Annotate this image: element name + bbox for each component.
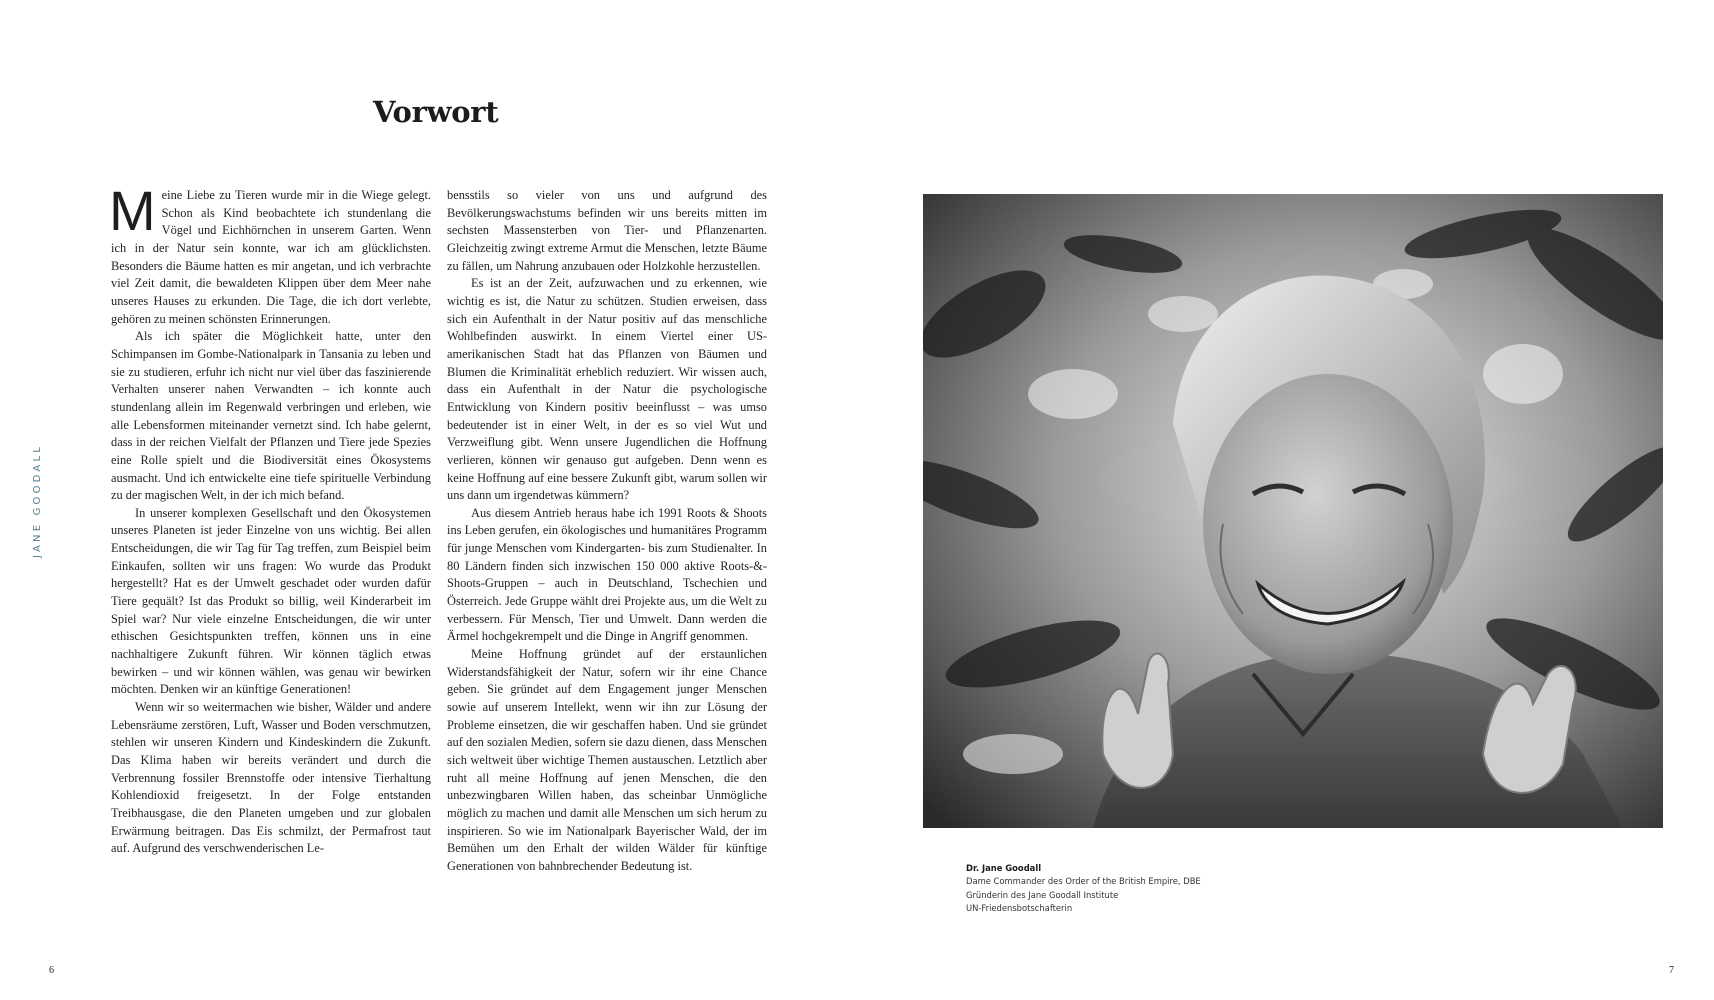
paragraph: Meine Hoffnung gründet auf der erstaunlichen Widerstandsfähigkeit der Natur, sofern wir ihr eine Chance geben. Sie gründet auf dem Engagement junger Menschen sowie auf unserem Intellekt, wenn wir ihn zur Lösung der Probleme einsetzen, die wir geschaffen haben. Und sie gründet auf den sozialen Medien, sofern sie dazu dienen, dass Menschen sich weltweit über wichtige Themen austauschen. Letztlich aber ruht all meine Hoffnung auf jenen Menschen, die den unbezwingbaren Willen haben, das scheinbar Unmögliche möglich zu machen und damit alle Menschen um sich herum zu inspirieren. So wie im Nationalpark Bayerischer Wald, der im Bemühen um den Erhalt der wilden Wälder für künftige Generationen von bahnbrechender Bedeutung ist. (447, 647, 767, 873)
text-column-right (447, 187, 767, 876)
page-title: Vorwort (373, 95, 499, 129)
paragraph: Wenn wir so weitermachen wie bisher, Wälder und andere Lebensräume zerstören, Luft, Wasser und Boden verschmutzen, stehlen wir unseren Kindern und Kindeskindern die Zukunft. Das Klima haben wir bereits verändert und durch die Verbrennung fossiler Brennstoffe oder intensive Tierhaltung Kohlendioxid freigesetzt. In der Folge entstanden Treibhausgase, die den Planeten umgeben und zur globalen Erwärmung beitragen. Das Eis schmilzt, der Permafrost taut auf. Aufgrund des verschwenderischen Le- (111, 700, 431, 856)
drop-cap: M (109, 179, 156, 242)
paragraph-text: eine Liebe zu Tieren wurde mir in die Wiege gelegt. Schon als Kind beobachtete ich stundenlang die Vögel und Eichhörnchen in unserem Garten. Wenn ich in der Natur sein konnte, war ich am glücklichsten. Besonders die Bäume hatten es mir angetan, und ich verbrachte viel Zeit damit, die bewaldeten Klippen über dem Meer nahe unseres Hauses zu erkunden. Die Tage, die ich dort verlebte, gehören zu meinen schönsten Erinnerungen. (111, 188, 431, 326)
caption-line: Gründerin des Jane Goodall Institute (966, 889, 1119, 900)
text-column-left (109, 179, 431, 858)
continued-paragraph: bensstils so vieler von uns und aufgrund des Bevölkerungswachstums befinden wir uns bereits mitten im sechsten Massensterben von Tier- und Pflanzenarten. Gleichzeitig zwingt extreme Armut die Menschen, letzte Bäume zu fällen, um Nahrung anzubauen oder Holzkohle herzustellen. (447, 188, 767, 273)
paragraph: In unserer komplexen Gesellschaft und den Ökosystemen unseres Planeten ist jeder Einzelne von uns wichtig. Bei allen Entscheidungen, die wir Tag für Tag treffen, zum Beispiel beim Einkaufen, sollten wir uns fragen: Wo wurde das Produkt hergestellt? Hat es der Umwelt geschadet oder wurden dafür Tiere gequält? Ist das Produkt so billig, weil Kinderarbeit im Spiel war? Nur viele einzelne Entscheidungen, die wir unter ethischen Gesichtspunkten treffen, können uns in eine nachhaltigere Zukunft führen. Wir können täglich etwas bewirken – und wir können wählen, was genau wir bewirken möchten. Denken wir an künftige Generationen! (111, 505, 431, 697)
portrait-photo (923, 194, 1663, 828)
opening-paragraph (109, 179, 431, 328)
side-running-title: JANE GOODALL (32, 444, 43, 558)
photo-caption (966, 862, 1226, 915)
caption-name: Dr. Jane Goodall (966, 863, 1042, 873)
paragraph: Es ist an der Zeit, aufzuwachen und zu erkennen, wie wichtig es ist, die Natur zu schützen. Studien erweisen, dass sich ein Aufenthalt in der Natur positiv auf das menschliche Wohlbefinden auswirkt. In einem Viertel einer US-amerikanischen Stadt hat das Pflanzen von Bäumen und Blumen die Kriminalität erheblich reduziert. Wir wissen auch, dass ein Aufenthalt in der Natur die psychologische Entwicklung von Kindern positiv beeinflusst – was umso bedeutender ist in einer Welt, in der es so viel Wut und Verzweiflung gibt. Wenn unsere Jugendlichen die Hoffnung verlieren, können wir genauso gut aufgeben. Denn wenn es keine Hoffnung auf eine bessere Zukunft gibt, warum sollen wir uns dann um irgendetwas kümmern? (447, 276, 767, 503)
paragraph: Als ich später die Möglichkeit hatte, unter den Schimpansen im Gombe-Nationalpark in Tansania zu leben und sie zu studieren, erfuhr ich nicht nur viel über das faszinierende Verhalten unserer nahen Verwandten – ich konnte auch stundenlang allein im Regenwald verbringen und erleben, wie alle Lebensformen miteinander vernetzt sind. Ich habe gelernt, dass in der reichen Vielfalt der Pflanzen und Tiere jede Spezies eine Rolle spielt und die Biodiversität eines Ökosystems ausmacht. Und ich entwickelte eine tiefe spirituelle Verbindung zu der magischen Welt, in der ich mich befand. (111, 329, 431, 503)
caption-line: Dame Commander des Order of the British Empire, DBE (966, 876, 1201, 887)
page-number-right: 7 (1669, 965, 1674, 976)
paragraph: Aus diesem Antrieb heraus habe ich 1991 Roots & Shoots ins Leben gerufen, ein ökologisches und humanitäres Programm für junge Menschen vom Kindergarten- bis zum Studienalter. In 80 Ländern finden sich inzwischen 150 000 aktive Roots-&-Shoots-Gruppen – auch in Deutschland, Tschechien und Österreich. Jede Gruppe wählt drei Projekte aus, um die Welt zu verbessern. Für Mensch, Tier und Umwelt. Dann werden die Ärmel hochgekrempelt und die Dinge in Angriff genommen. (447, 505, 767, 644)
page-number-left: 6 (49, 965, 54, 976)
face (1203, 374, 1453, 674)
caption-line: UN-Friedensbotschafterin (966, 902, 1073, 913)
